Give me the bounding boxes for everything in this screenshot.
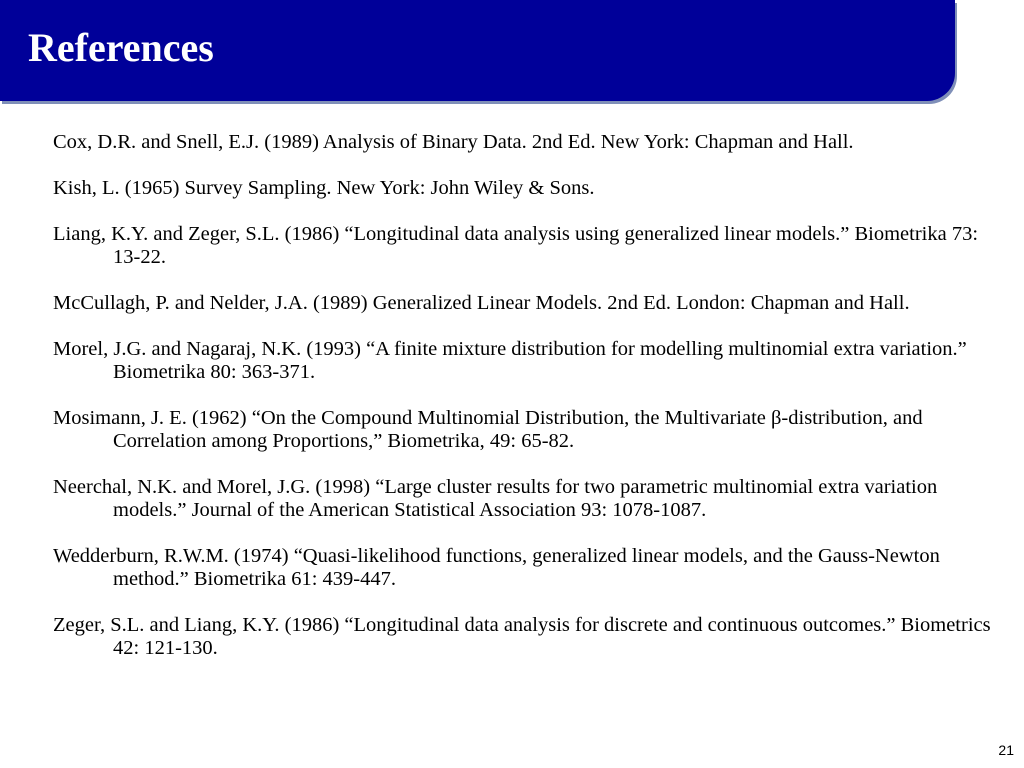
reference-item: Kish, L. (1965) Survey Sampling. New York: John Wiley & Sons.: [53, 177, 595, 199]
reference-item: Mosimann, J. E. (1962) “On the Compound Multinomial Distribution, the Multivariate β-distribution, and Correlation among Proportions,” Biometrika, 49: 65-82.: [53, 407, 923, 452]
reference-item: Wedderburn, R.W.M. (1974) “Quasi-likelihood functions, generalized linear models, and the Gauss-Newton method.” Biometrika 61: 439-447.: [53, 545, 940, 590]
page-number: 21: [998, 742, 1014, 758]
reference-item: McCullagh, P. and Nelder, J.A. (1989) Generalized Linear Models. 2nd Ed. London: Chapman and Hall.: [53, 292, 910, 314]
slide-title: References: [28, 25, 214, 70]
header-bar: [0, 0, 955, 101]
reference-item: Cox, D.R. and Snell, E.J. (1989) Analysis of Binary Data. 2nd Ed. New York: Chapman and Hall.: [53, 131, 854, 153]
reference-item: Liang, K.Y. and Zeger, S.L. (1986) “Longitudinal data analysis using generalized linear models.” Biometrika 73: 13-22.: [53, 223, 979, 268]
reference-item: Zeger, S.L. and Liang, K.Y. (1986) “Longitudinal data analysis for discrete and continuous outcomes.” Biometrics 42: 121-130.: [53, 614, 991, 659]
reference-item: Neerchal, N.K. and Morel, J.G. (1998) “Large cluster results for two parametric multinomial extra variation models.” Journal of the American Statistical Association 93: 1078-1087.: [53, 476, 938, 521]
reference-list: [53, 131, 993, 683]
reference-item: Morel, J.G. and Nagaraj, N.K. (1993) “A finite mixture distribution for modelling multinomial extra variation.” Biometrika 80: 363-371.: [53, 338, 967, 383]
